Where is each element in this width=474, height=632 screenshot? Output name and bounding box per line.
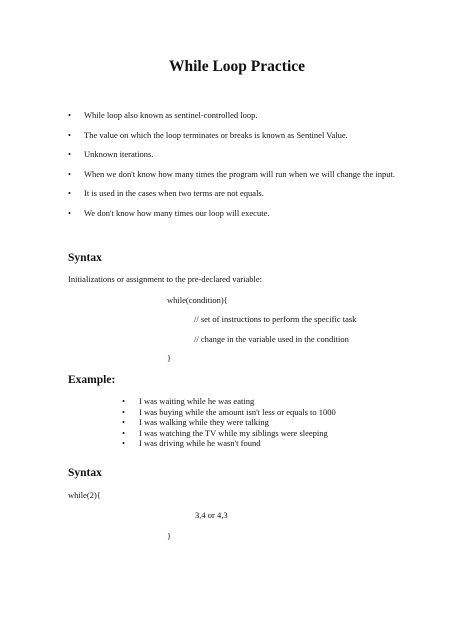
- list-item: [68, 169, 395, 189]
- code-body-2: 3,4 or 4,3: [195, 510, 228, 520]
- bullet-icon: •: [68, 129, 71, 140]
- bullet-icon: •: [122, 396, 125, 406]
- list-item: [68, 130, 395, 150]
- syntax-intro: Initializations or assignment to the pre-declared variable:: [68, 274, 263, 284]
- bullet-icon: •: [122, 406, 125, 417]
- list-item: [68, 110, 395, 130]
- example-text: I was watching the TV while my siblings were sleeping: [139, 427, 328, 438]
- code-line-open-2: while(2){: [68, 490, 101, 500]
- code-line-close-2: }: [167, 531, 172, 541]
- bullet-icon: •: [68, 110, 71, 120]
- list-item: [68, 208, 395, 228]
- example-text: I was walking while they were talking: [139, 417, 269, 428]
- example-list: [122, 396, 336, 449]
- syntax-heading: Syntax: [68, 252, 102, 264]
- bullet-icon: •: [68, 188, 71, 199]
- bullet-text: We don't know how many times our loop will execute.: [84, 207, 270, 218]
- document-title: While Loop Practice: [168, 58, 306, 75]
- code-line-open: while(condition){: [167, 295, 228, 305]
- bullet-icon: •: [122, 417, 125, 428]
- list-item: [122, 438, 336, 449]
- example-text: I was waiting while he was eating: [139, 396, 255, 406]
- example-text: I was buying while the amount isn't less or equals to 1000: [139, 406, 336, 417]
- code-line-close: }: [167, 353, 172, 363]
- bullet-text: When we don't know how many times the program will run when we will change the input.: [84, 168, 396, 179]
- code-comment-2: // change in the variable used in the condition: [194, 334, 349, 344]
- list-item: [68, 149, 395, 169]
- list-item: [122, 396, 336, 407]
- list-item: [68, 188, 395, 208]
- bullet-icon: •: [68, 207, 71, 218]
- example-text: I was driving while he wasn't found: [139, 438, 261, 449]
- bullet-icon: •: [68, 149, 71, 160]
- intro-bullet-list: [68, 110, 395, 228]
- bullet-icon: •: [122, 427, 125, 438]
- syntax-heading-2: Syntax: [68, 467, 102, 479]
- list-item: [122, 417, 336, 428]
- bullet-text: It is used in the cases when two terms are not equals.: [84, 188, 264, 199]
- code-comment-1: // set of instructions to perform the specific task: [194, 314, 357, 324]
- bullet-icon: •: [68, 168, 71, 179]
- list-item: [122, 407, 336, 418]
- bullet-text: Unknown iterations.: [84, 149, 154, 160]
- bullet-text: While loop also known as sentinel-controlled loop.: [84, 110, 258, 120]
- list-item: [122, 428, 336, 439]
- bullet-text: The value on which the loop terminates or breaks is known as Sentinel Value.: [84, 129, 348, 140]
- example-heading: Example:: [68, 374, 116, 386]
- bullet-icon: •: [122, 438, 125, 449]
